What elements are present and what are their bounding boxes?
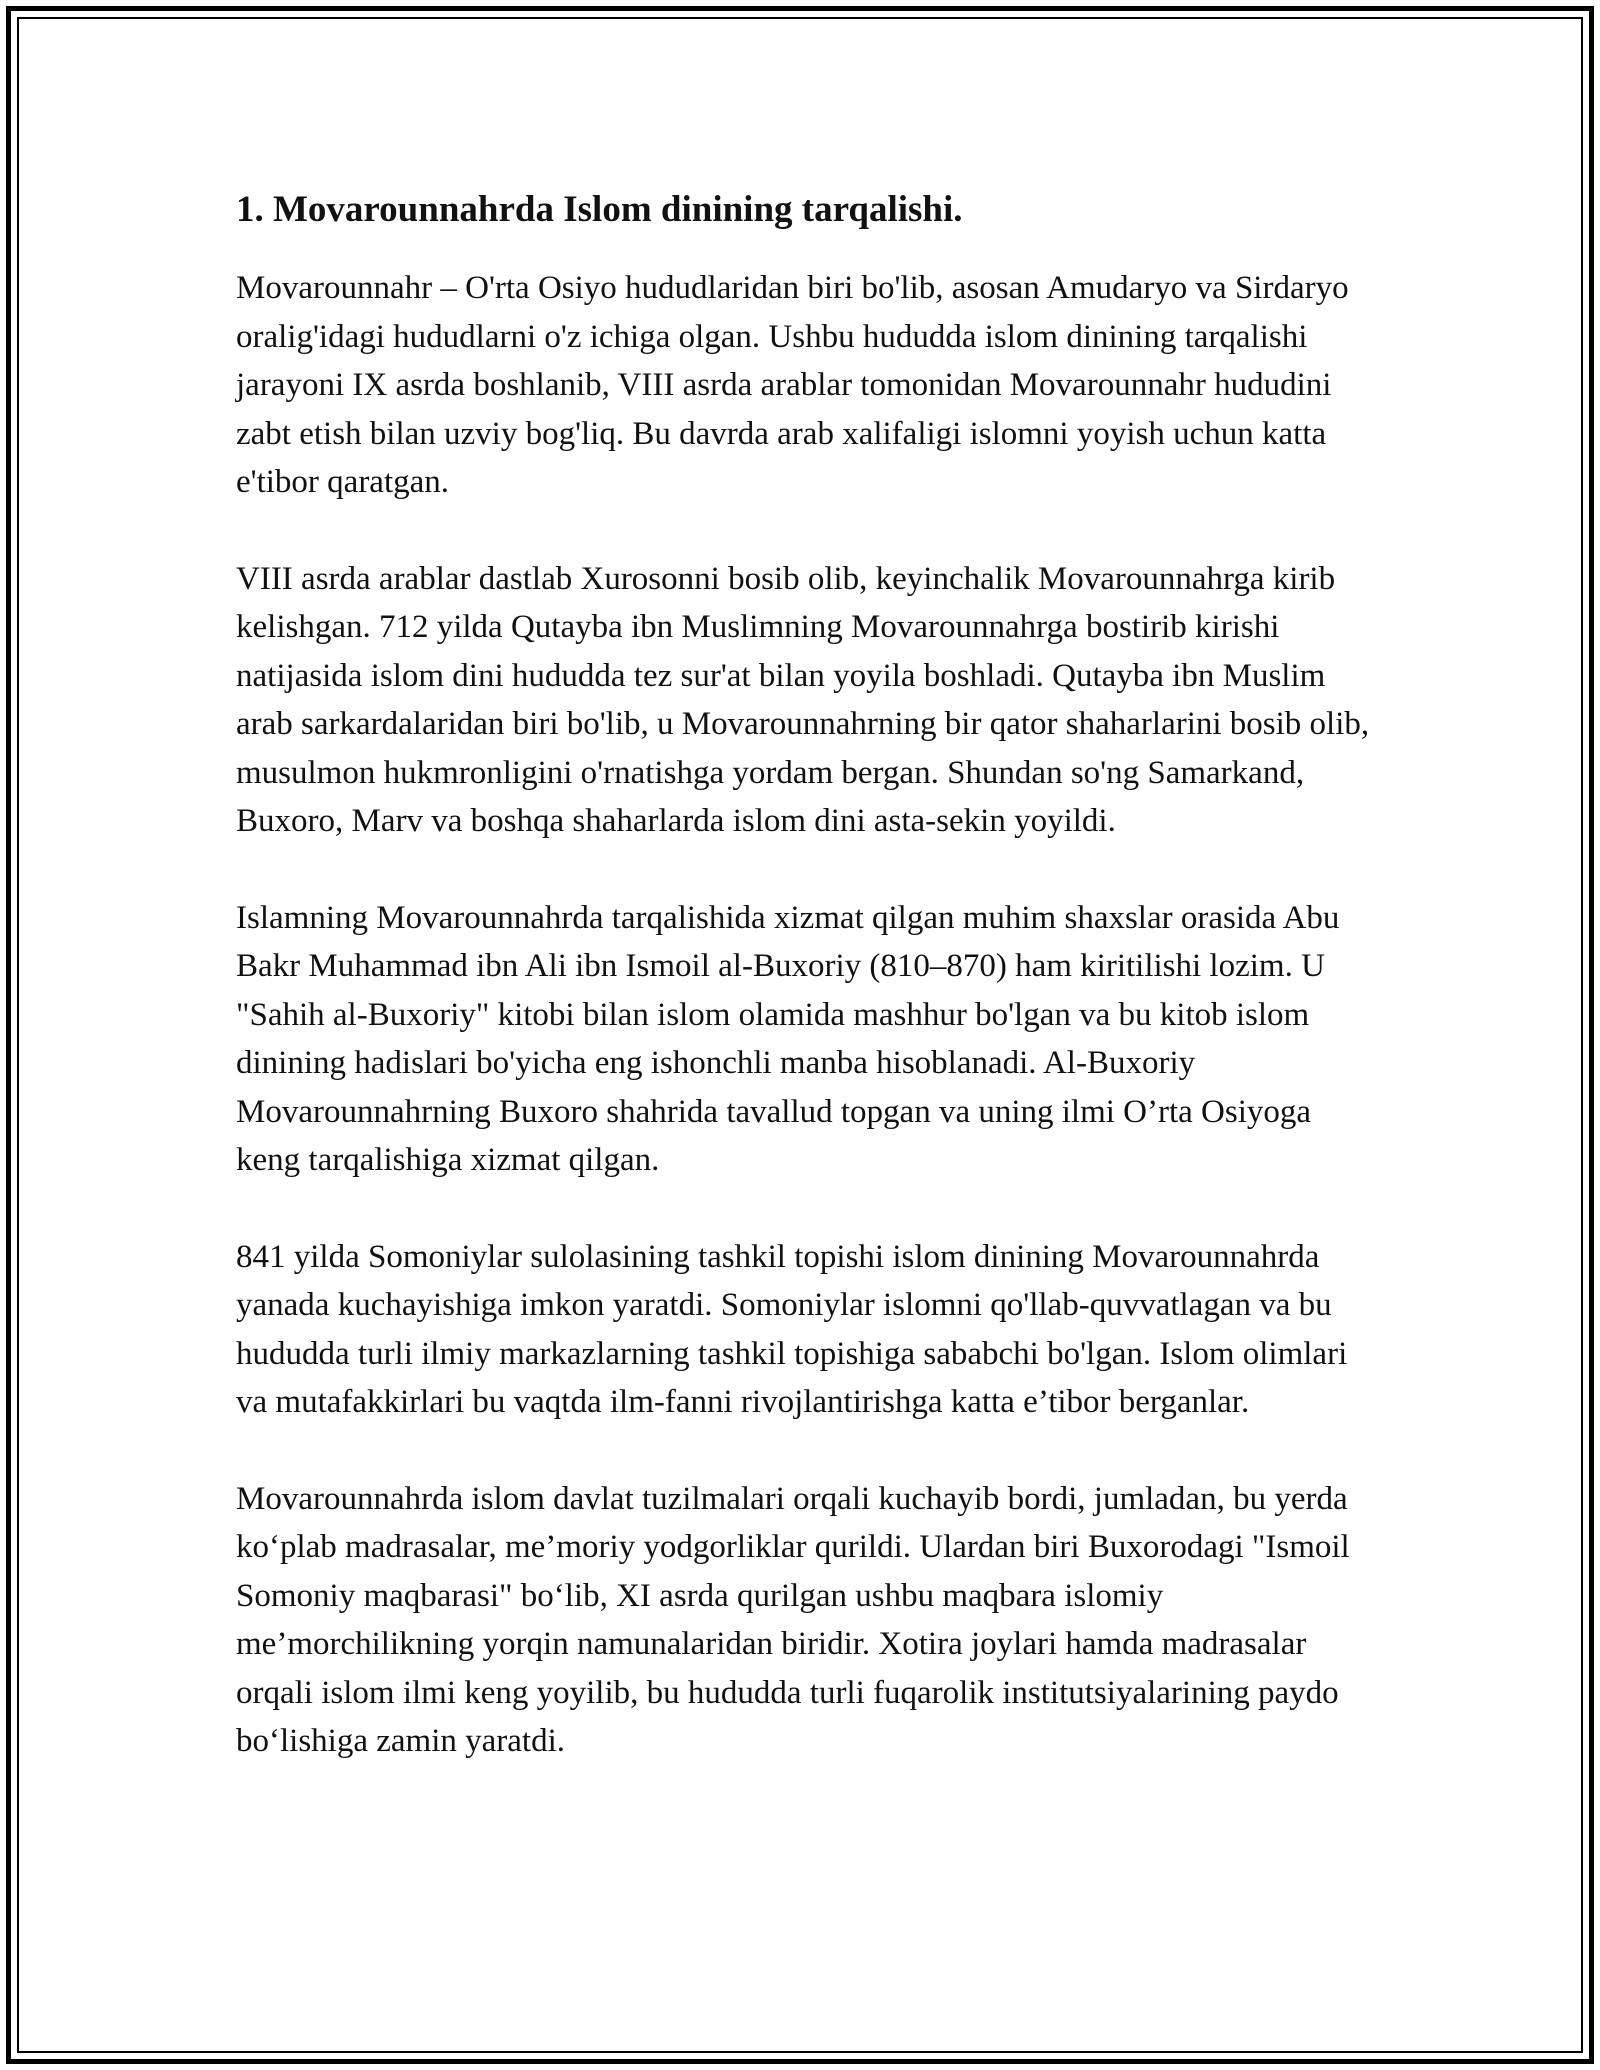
paragraph-5: Movarounnahrda islom davlat tuzilmalari orqali kuchayib bordi, jumladan, bu yerda ko‘plab madrasalar, me’moriy yodgorliklar qurildi. Ulardan biri Buxorodagi "Ismoil Somoniy maqbarasi" bo‘lib, XI asrda qurilgan ushbu maqbara islomiy me’morchilikning yorqin namunalaridan biridir. Xotira joylari hamda madrasalar orqali islom ilmi keng yoyilib, bu hududda turli fuqarolik institutsiyalarining paydo bo‘lishiga zamin yaratdi. [236, 1480, 1350, 1759]
paragraph-4: 841 yilda Somoniylar sulolasining tashkil topishi islom dinining Movarounnahrda yanada kuchayishiga imkon yaratdi. Somoniylar islomni qo'llab-quvvatlagan va bu hududda turli ilmiy markazlarning tashkil topishiga sababchi bo'lgan. Islom olimlari va mutafakkirlari bu vaqtda ilm-fanni rivojlantirishga katta e’tibor berganlar. [236, 1238, 1348, 1420]
paragraph-3: Islamning Movarounnahrda tarqalishida xizmat qilgan muhim shaxslar orasida Abu Bakr Muhammad ibn Ali ibn Ismoil al-Buxoriy (810–870) ham kiritilishi lozim. U "Sahih al-Buxoriy" kitobi bilan islom olamida mashhur bo'lgan va bu kitob islom dinining hadislari bo'yicha eng ishonchli manba hisoblanadi. Al-Buxoriy Movarounnahrning Buxoro shahrida tavallud topgan va uning ilmi O’rta Osiyoga keng tarqalishiga xizmat qilgan. [236, 899, 1340, 1178]
section-title: 1. Movarounnahrda Islom dinining tarqalishi. [236, 189, 963, 230]
paragraph-1: Movarounnahr – O'rta Osiyo hududlaridan biri bo'lib, asosan Amudaryo va Sirdaryo oralig'idagi hududlarni o'z ichiga olgan. Ushbu hududda islom dinining tarqalishi jarayoni IX asrda boshlanib, VIII asrda arablar tomonidan Movarounnahr hududini zabt etish bilan uzviy bog'liq. Bu davrda arab xalifaligi islomni yoyish uchun katta e'tibor qaratgan. [236, 270, 1349, 500]
document-body [236, 186, 1376, 1814]
paragraph-2: VIII asrda arablar dastlab Xurosonni bosib olib, keyinchalik Movarounnahrga kirib kelishgan. 712 yilda Qutayba ibn Muslimning Movarounnahrga bostirib kirishi natijasida islom dini hududda tez sur'at bilan yoyila boshladi. Qutayba ibn Muslim arab sarkardalaridan biri bo'lib, u Movarounnahrning bir qator shaharlarini bosib olib, musulmon hukmronligini o'rnatishga yordam bergan. Shundan so'ng Samarkand, Buxoro, Marv va boshqa shaharlarda islom dini asta-sekin yoyildi. [236, 560, 1370, 839]
